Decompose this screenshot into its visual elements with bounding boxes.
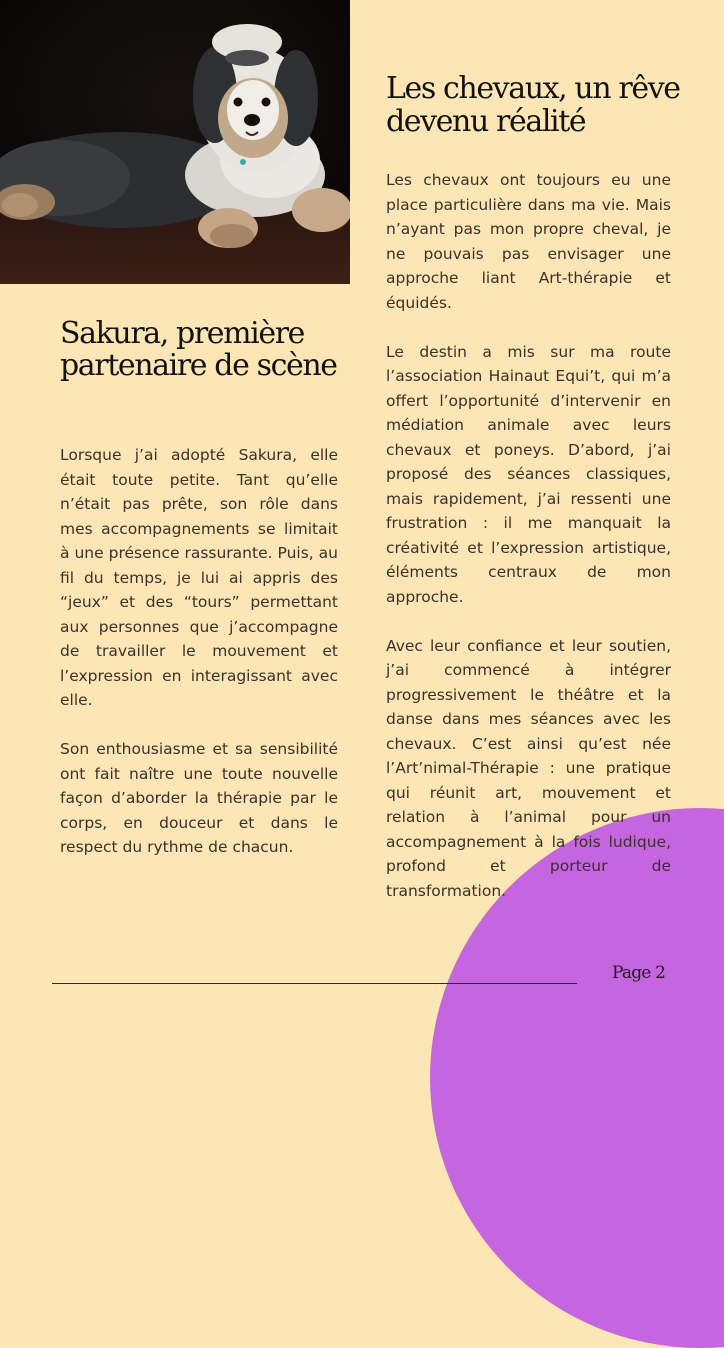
dog-photo [0,0,350,284]
page-number: Page 2 [612,963,666,983]
heading-sakura: Sakura, première partenaire de scène [60,316,337,383]
paragraph: Le destin a mis sur ma route l’association Hainaut Equi’t, qui m’a offert l’opportunité d’intervenir en médiation animale avec leurs chevaux et poneys. D’abord, j’ai proposé des séances classiques, mais rapidement, j’ai ressenti une frustration : il me manquait la créativité et l’expression artistique, éléments centraux de mon approche. [386,342,671,606]
paragraph: Son enthousiasme et sa sensibilité ont fait naître une toute nouvelle façon d’aborder la thérapie par le corps, en douceur et dans le respect du rythme de chacun. [60,740,338,856]
right-column-text [386,168,671,928]
paragraph: Avec leur confiance et leur soutien, j’ai commencé à intégrer progressivement le théâtre et la danse dans mes séances avec les chevaux. C’est ainsi qu’est née l’Art’nimal-Thérapie : une pratique qui réunit art, mouvement et relation à l’animal pour un accompagnement à la fois ludique, profond et porteur de transformation. [386,636,671,900]
paragraph: Les chevaux ont toujours eu une place particulière dans ma vie. Mais n’ayant pas mon propre cheval, je ne pouvais pas envisager une approche liant Art-thérapie et équidés. [386,171,671,312]
sheepdog-illustration [0,0,350,284]
paragraph: Lorsque j’ai adopté Sakura, elle était toute petite. Tant qu’elle n’était pas prête, son rôle dans mes accompagnements se limitait à une présence rassurante. Puis, au fil du temps, je lui ai appris des “jeux” et des “tours” permettant aux personnes que j’accompagne de travailler le mouvement et l’expression en interagissant avec elle. [60,446,338,709]
heading-horses: Les chevaux, un rêve devenu réalité [386,71,680,139]
left-column-text [60,443,338,884]
footer-divider [52,983,577,984]
